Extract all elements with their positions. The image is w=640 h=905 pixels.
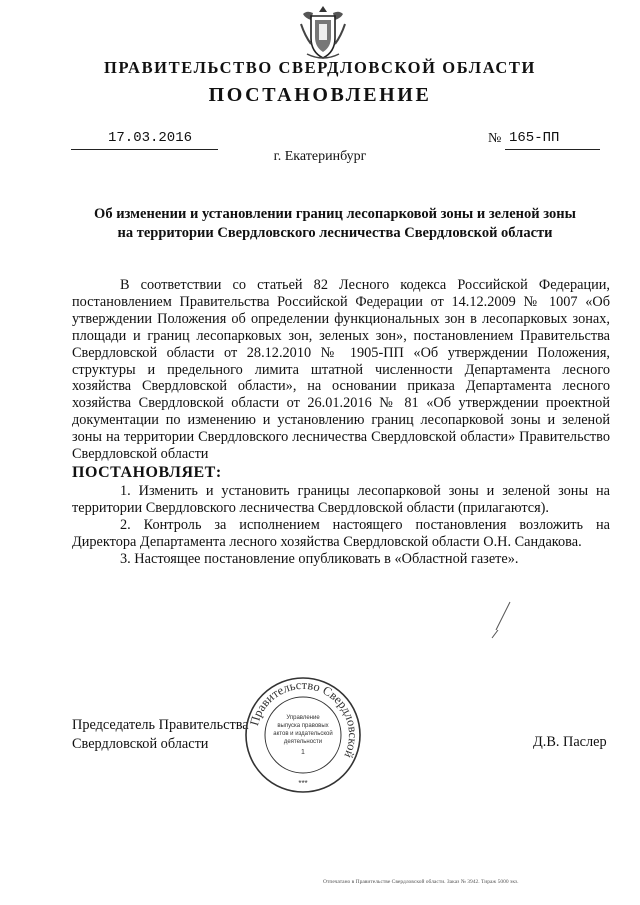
preamble-paragraph: В соответствии со статьей 82 Лесного кодекса Российской Федерации, постановлением Правительства Российской Федерации от 14.12.2009 № 1007 «Об утверждении Положения об определении функциональных зон в лесопарковых зонах, площади и границ лесопарковых зон, зеленых зон», постановлением Правительства Свердловской области от 28.12.2010 № 1905-ПП «Об утверждении Положения, структуры и предельного лимита штатной численности Департамента лесного хозяйства Свердловской области», на основании приказа Департамента лесного хозяйства Свердловской области от 26.01.2016 № 81 «Об утверждении проектной документации по изменению и установлению границ лесопарковой зоны и зеленой зоны на территории Свердловского лесничества Свердловской области» Правительство Свердловской области: [72, 277, 610, 463]
decree-word: ПОСТАНОВЛЯЕТ:: [72, 463, 222, 481]
stamp-stars: ***: [298, 779, 308, 788]
number-sign: №: [488, 131, 502, 146]
title-line-2: на территории Свердловского лесничества Свердловской области: [117, 225, 553, 241]
stamp-ring-text: Правительство Свердловской: [247, 677, 361, 761]
print-footer: Отпечатано в Правительстве Свердловской области. Заказ № 3942. Тираж 5000 экз.: [323, 879, 519, 885]
stamp-center-line-4: деятельности: [283, 739, 323, 745]
item-2: 2. Контроль за исполнением настоящего постановления возложить на Директора Департамента лесного хозяйства Свердловской области О.Н. Сандакова.: [72, 516, 610, 550]
document-number: 165-ПП: [509, 130, 560, 146]
city: г. Екатеринбург: [273, 149, 367, 164]
item-1: 1. Изменить и установить границы лесопарковой зоны и зеленой зоны на территории Свердловского лесничества Свердловской области (прилагаются).: [72, 482, 610, 516]
official-stamp: [243, 676, 363, 794]
stamp-center-line-1: Управление: [286, 715, 320, 721]
stamp-center-line-3: актов и издательской: [273, 731, 333, 737]
government-name: ПРАВИТЕЛЬСТВО СВЕРДЛОВСКОЙ ОБЛАСТИ: [104, 58, 536, 77]
title-line-1: Об изменении и установлении границ лесопарковой зоны и зеленой зоны: [94, 206, 576, 222]
document-title: [70, 205, 600, 243]
document-date: 17.03.2016: [108, 130, 193, 146]
signatory-name: Д.В. Паслер: [533, 734, 607, 750]
document-type: ПОСТАНОВЛЕНИЕ: [208, 84, 432, 106]
stamp-center-line-2: выпуска правовых: [277, 723, 329, 729]
stamp-center-number: 1: [301, 749, 305, 756]
item-3: 3. Настоящее постановление опубликовать в «Областной газете».: [120, 550, 519, 567]
signatory-position: [72, 716, 249, 754]
coat-of-arms-emblem: [297, 4, 349, 62]
position-line-2: Свердловской области: [72, 736, 209, 752]
pen-mark: [482, 600, 512, 640]
position-line-1: Председатель Правительства: [72, 717, 249, 733]
document-body: [72, 277, 610, 567]
